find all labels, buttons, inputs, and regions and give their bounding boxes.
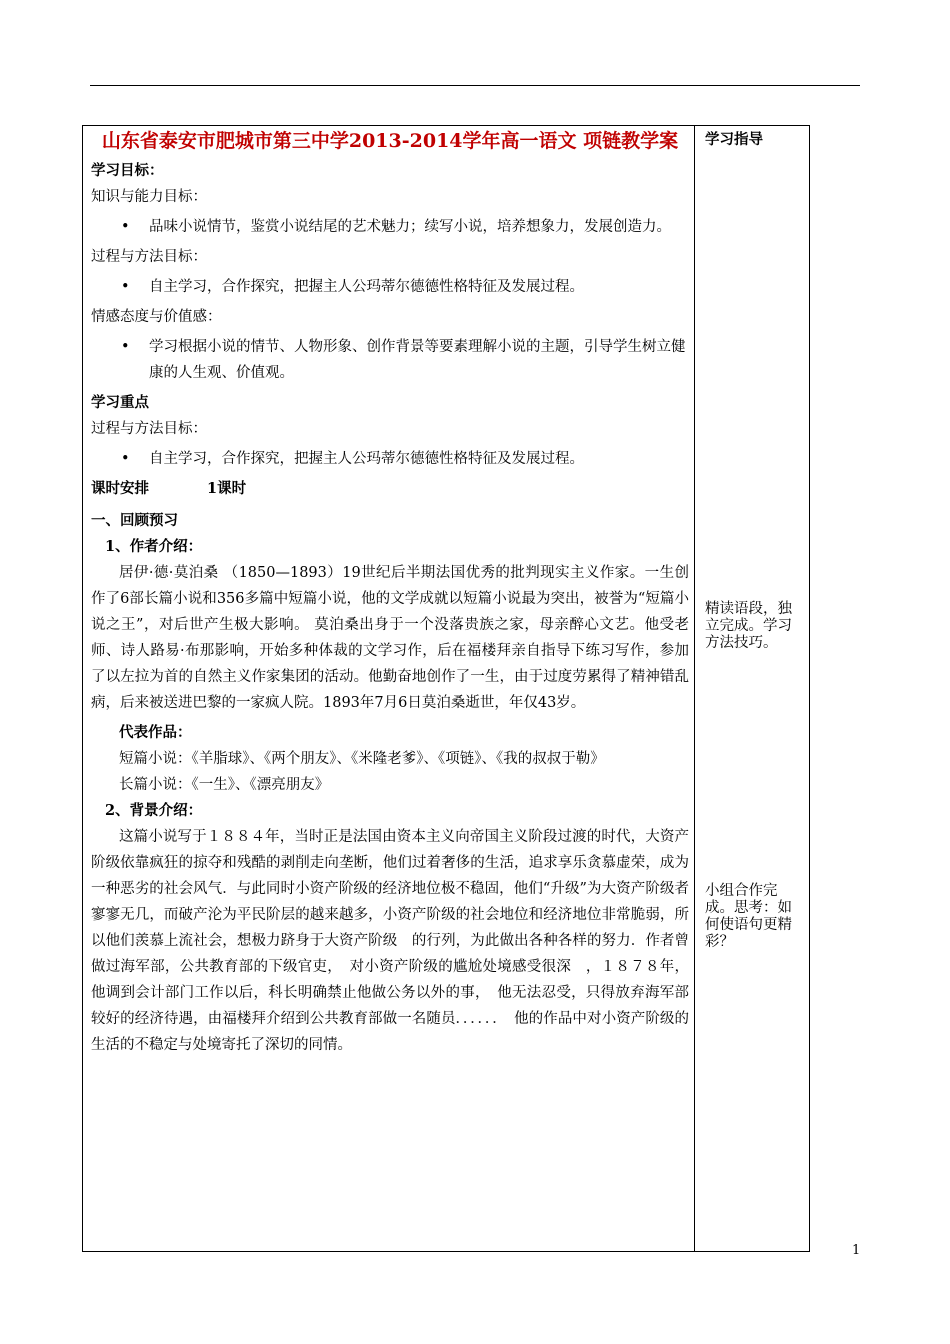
side-note-group: 小组合作完成。思考：如何使语句更精彩？	[705, 883, 792, 950]
side-column	[705, 130, 801, 950]
knowledge-label: 知识与能力目标：	[91, 189, 207, 205]
focus-process-label: 过程与方法目标：	[91, 421, 207, 437]
long-works: 长篇小说：《一生》、《漂亮朋友》	[119, 777, 330, 793]
bullet-icon: •	[121, 339, 130, 355]
process-item: 自主学习，合作探究，把握主人公玛蒂尔德德性格特征及发展过程。	[149, 279, 584, 295]
background-heading: 2、背景介绍：	[105, 802, 203, 819]
list-item	[91, 446, 689, 472]
list-item	[91, 274, 689, 300]
process-label: 过程与方法目标：	[91, 249, 207, 265]
header-rule	[90, 85, 860, 86]
schedule-label: 课时安排	[91, 480, 149, 497]
bullet-icon: •	[121, 219, 130, 235]
document-title: 山东省泰安市肥城市第三中学2013-2014学年高一语文 项链教学案	[101, 130, 679, 152]
works-heading: 代表作品：	[119, 724, 192, 741]
emotion-label: 情感态度与价值感：	[91, 309, 222, 325]
list-item	[91, 214, 689, 240]
short-works: 短篇小说：《羊脂球》、《两个朋友》、《米隆老爹》、《项链》、《我的叔叔于勒》	[119, 751, 605, 767]
emotion-item: 学习根据小说的情节、人物形象、创作背景等要素理解小说的主题，引导学生树立健康的人生观、价值观。	[149, 339, 686, 381]
lesson-table	[82, 125, 810, 1252]
bullet-icon: •	[121, 451, 130, 467]
section1-heading: 一、回顾预习	[91, 512, 178, 529]
focus-heading: 学习重点	[91, 394, 149, 411]
main-column	[91, 130, 689, 1058]
list-item	[91, 334, 689, 386]
schedule-value: 1课时	[207, 480, 247, 497]
objectives-heading: 学习目标：	[91, 162, 164, 179]
focus-process-item: 自主学习，合作探究，把握主人公玛蒂尔德德性格特征及发展过程。	[149, 451, 584, 467]
side-header: 学习指导	[705, 131, 763, 148]
bullet-icon: •	[121, 279, 130, 295]
author-heading: 1、作者介绍：	[105, 538, 203, 555]
side-note-reading: 精读语段，独立完成。学习方法技巧。	[705, 601, 792, 651]
schedule-row	[91, 476, 689, 502]
background-text: 这篇小说写于１８８４年，当时正是法国由资本主义向帝国主义阶段过渡的时代，大资产阶级依靠疯狂的掠夺和残酷的剥削走向垄断，他们过着奢侈的生活，追求享乐贪慕虚荣，成为一种恶劣的社会风气．与此同时小资产阶级的经济地位极不稳固，他们“升级”为大资产阶级者寥寥无几，而破产沦为平民阶层的越来越多，小资产阶级的社会地位和经济地位非常脆弱，所以他们羡慕上流社会，想极力跻身于大资产阶级 的行列，为此做出各种各样的努力．作者曾做过海军部，公共教育部的下级官吏， 对小资产阶级的尴尬处境感受很深 ，１８７８年，他调到会计部门工作以后，科长明确禁止他做公务以外的事， 他无法忍受，只得放弃海军部较好的经济待遇，由福楼拜介绍到公共教育部做一名随员．．．．．． 他的作品中对小资产阶级的生活的不稳定与处境寄托了深切的同情。	[91, 829, 689, 1053]
column-divider	[694, 126, 695, 1251]
author-text: 居伊·德·莫泊桑 （1850—1893）19世纪后半期法国优秀的批判现实主义作家。一生创作了6部长篇小说和356多篇中短篇小说，他的文学成就以短篇小说最为突出，被誉为“短篇小说之王”，对后世产生极大影响。 莫泊桑出身于一个没落贵族之家，母亲醉心文艺。他受老师、诗人路易·布那影响，开始多种体裁的文学习作，后在福楼拜亲自指导下练习写作，参加了以左拉为首的自然主义作家集团的活动。他勤奋地创作了一生，由于过度劳累得了精神错乱病，后来被送进巴黎的一家疯人院。1893年7月6日莫泊桑逝世，年仅43岁。	[91, 565, 689, 711]
page-number: 1	[852, 1243, 861, 1258]
knowledge-item: 品味小说情节，鉴赏小说结尾的艺术魅力；续写小说，培养想象力，发展创造力。	[149, 219, 671, 235]
